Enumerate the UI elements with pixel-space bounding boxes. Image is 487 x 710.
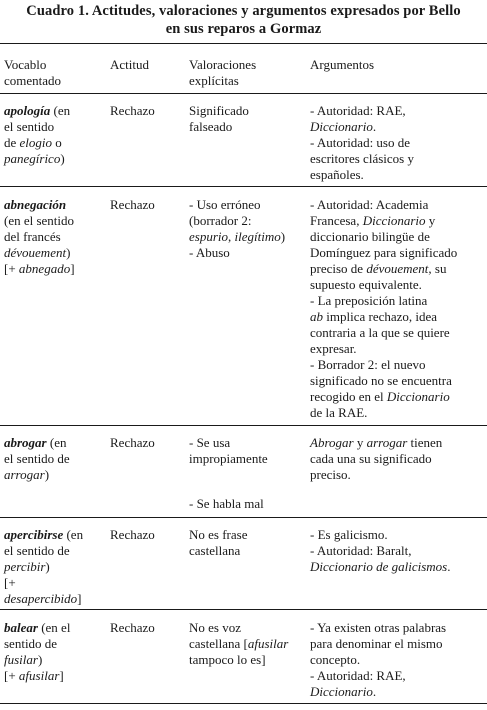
table-row-balear-argumentos: - Ya existen otras palabras para denominar el mismo concepto. - Autoridad: RAE, Diccionario. bbox=[310, 620, 447, 699]
table-row-abnegacion-argumentos: - Autoridad: Academia Francesa, Diccionario y diccionario bilingüe de Domínguez para significado preciso de dévouement, su supuesto equivalente. - La preposición latina ab implica rechazo, idea contraria a la que se quiere expresar. - Borrador 2: el nuevo significado no se encuentra recogido en el Diccionario de la RAE. bbox=[310, 197, 458, 420]
table-row-abrogar-valoraciones: - Se usa impropiamente bbox=[189, 435, 268, 466]
bottom-rule bbox=[0, 703, 487, 704]
table-row-abrogar-attitude: Rechazo bbox=[110, 435, 155, 450]
table-row-apologia-word: apología (en el sentido de elogio o panegírico) bbox=[4, 103, 71, 166]
row-rule-4 bbox=[0, 609, 487, 610]
table-row-abrogar-argumentos: Abrogar y arrogar tienen cada una su significado preciso. bbox=[310, 435, 443, 482]
header-argumentos: Argumentos bbox=[310, 57, 375, 72]
table-row-abrogar-valoracion-2: - Se habla mal bbox=[189, 496, 264, 511]
caption-line-2: en sus reparos a Gormaz bbox=[165, 21, 322, 37]
table-row-apologia-valoraciones: Significado falseado bbox=[189, 103, 249, 134]
table-row-apercibirse-valoraciones: No es frase castellana bbox=[189, 527, 248, 558]
table-row-balear-word: balear (en el sentido de fusilar) [+ afusilar] bbox=[4, 620, 71, 683]
row-rule-1 bbox=[0, 186, 487, 187]
table-row-apologia-attitude: Rechazo bbox=[110, 103, 155, 118]
table-row-abnegacion-valoraciones: - Uso erróneo (borrador 2: espurio, ilegítimo) - Abuso bbox=[189, 197, 286, 260]
header-rule bbox=[0, 93, 487, 94]
header-actitud: Actitud bbox=[110, 57, 149, 72]
table-row-balear-valoraciones: No es voz castellana [afusilar tampoco lo es] bbox=[189, 620, 289, 667]
table-row-abnegacion-attitude: Rechazo bbox=[110, 197, 155, 212]
header-vocablo: Vocablo comentado bbox=[4, 57, 62, 88]
table-row-balear-attitude: Rechazo bbox=[110, 620, 155, 635]
top-rule bbox=[0, 43, 487, 44]
table-row-apercibirse-argumentos: - Es galicismo. - Autoridad: Baralt, Diccionario de galicismos. bbox=[310, 527, 451, 574]
header-valoraciones: Valoraciones explícitas bbox=[189, 57, 257, 88]
table-row-apologia-argumentos: - Autoridad: RAE, Diccionario. - Autoridad: uso de escritores clásicos y españoles. bbox=[310, 103, 414, 182]
row-rule-3 bbox=[0, 517, 487, 518]
row-rule-2 bbox=[0, 425, 487, 426]
table-row-abnegacion-word: abnegación (en el sentido del francés dévouement) [+ abnegado] bbox=[4, 197, 75, 276]
table-caption bbox=[0, 2, 487, 38]
table-row-apercibirse-word: apercibirse (en el sentido de percibir) [+ desapercibido] bbox=[4, 527, 84, 606]
caption-line-1: Cuadro 1. Actitudes, valoraciones y argumentos expresados por Bello bbox=[26, 3, 461, 19]
table-row-apercibirse-attitude: Rechazo bbox=[110, 527, 155, 542]
table-row-abrogar-word: abrogar (en el sentido de arrogar) bbox=[4, 435, 70, 482]
